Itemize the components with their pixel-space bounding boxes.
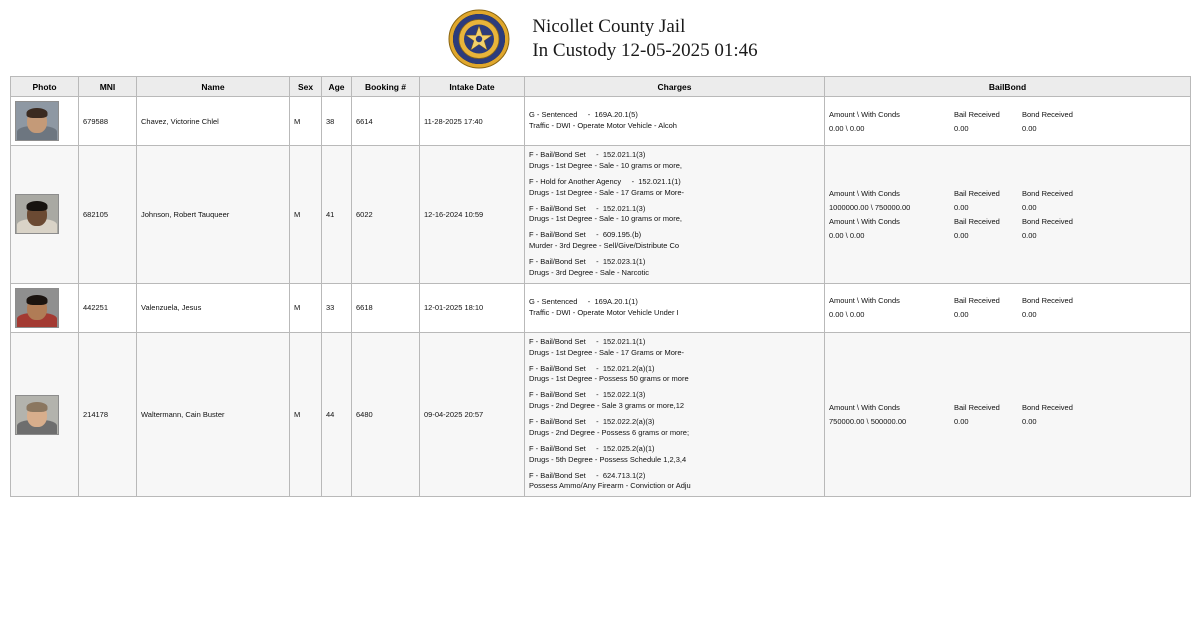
bond-received-value: 0.00 <box>1022 417 1037 426</box>
charge-status: Bail/Bond Set <box>540 230 586 240</box>
mugshot-image <box>15 395 59 435</box>
bail-received-value: 0.00 <box>954 417 969 426</box>
charge-entry <box>529 417 820 439</box>
charge-description: Traffic - DWI - Operate Motor Vehicle - Alcoh <box>529 121 677 130</box>
inmate-mni: 682105 <box>79 146 137 284</box>
charge-entry <box>529 257 820 279</box>
bond-received-label: Bond Received <box>1022 296 1073 306</box>
charge-statute: 152.021.1(1) <box>602 336 646 346</box>
inmate-name: Valenzuela, Jesus <box>137 283 290 332</box>
bail-received-label: Bail Received <box>954 296 1000 306</box>
charge-header-line: F - Bail/Bond Set - 609.195.(b) <box>529 230 642 240</box>
charge-description: Drugs - 1st Degree - Sale - 17 Grams or More- <box>529 187 685 197</box>
column-header-photo: Photo <box>11 77 79 97</box>
page-title: Nicollet County Jail <box>532 16 686 38</box>
bailbond-amount-label: Amount \ With Conds <box>829 403 900 412</box>
charge-description: Traffic - DWI - Operate Motor Vehicle Under I <box>529 307 679 317</box>
charge-statute: 152.022.1(3) <box>602 390 646 400</box>
inmate-intake-date: 12-16-2024 10:59 <box>420 146 525 284</box>
inmate-intake-date: 09-04-2025 20:57 <box>420 332 525 497</box>
inmate-charges-cell <box>525 332 825 497</box>
bailbond-amount-value: 0.00 \ 0.00 <box>829 230 865 240</box>
inmate-intake-date: 11-28-2025 17:40 <box>420 97 525 146</box>
inmate-age: 44 <box>322 332 352 497</box>
charge-status: Sentenced <box>541 296 578 306</box>
bail-received-value: 0.00 <box>954 310 969 320</box>
table-row <box>11 97 1191 146</box>
charge-description: Drugs - 5th Degree - Possess Schedule 1,2,3,4 <box>529 454 687 464</box>
charge-severity: F <box>529 470 534 480</box>
charge-header-line: G - Sentenced - 169A.20.1(5) <box>529 110 638 120</box>
table-row <box>11 146 1191 284</box>
charge-statute: 152.023.1(1) <box>602 257 646 266</box>
inmate-booking-number: 6614 <box>352 97 420 146</box>
bailbond-header <box>829 296 1186 305</box>
charge-entry <box>529 230 820 252</box>
charge-severity: F <box>529 150 534 159</box>
charge-status: Bail/Bond Set <box>540 150 586 159</box>
inmate-bailbond-cell <box>825 146 1191 284</box>
charge-header-line: F - Bail/Bond Set - 152.022.1(3) <box>529 390 646 400</box>
charge-severity: F <box>529 417 534 426</box>
inmate-photo-cell <box>11 332 79 497</box>
charge-description: Drugs - 1st Degree - Sale - 17 Grams or More- <box>529 347 685 357</box>
charge-description: Murder - 3rd Degree - Sell/Give/Distribute Co <box>529 241 680 251</box>
charge-description: Drugs - 1st Degree - Possess 50 grams or more <box>529 374 689 384</box>
bond-received-value: 0.00 <box>1022 202 1037 212</box>
bailbond-amount-value: 1000000.00 \ 750000.00 <box>829 202 911 212</box>
inmate-charges-cell <box>525 283 825 332</box>
column-header-mni: MNI <box>79 77 137 97</box>
column-header-sex: Sex <box>290 77 322 97</box>
charge-description: Drugs - 2nd Degree - Possess 6 grams or more; <box>529 427 690 437</box>
charge-description: Possess Ammo/Any Firearm - Conviction or Adju <box>529 481 691 491</box>
charge-header-line: F - Bail/Bond Set - 152.021.1(3) <box>529 203 646 213</box>
charge-status: Bail/Bond Set <box>540 390 586 400</box>
charge-entry <box>529 297 820 319</box>
column-header-charges: Charges <box>525 77 825 97</box>
bailbond-amount-label: Amount \ With Conds <box>829 188 900 198</box>
bond-received-label: Bond Received <box>1022 109 1073 119</box>
inmate-name: Johnson, Robert Tauqueer <box>137 146 290 284</box>
roster-table <box>10 76 1191 497</box>
inmate-bailbond-cell <box>825 283 1191 332</box>
inmate-name: Waltermann, Cain Buster <box>137 332 290 497</box>
bond-received-label: Bond Received <box>1022 188 1073 198</box>
bail-received-value: 0.00 <box>954 123 969 133</box>
inmate-age: 33 <box>322 283 352 332</box>
bailbond-values <box>829 203 1186 212</box>
inmate-mni: 679588 <box>79 97 137 146</box>
charge-severity: F <box>529 390 534 400</box>
charge-status: Bail/Bond Set <box>540 257 586 266</box>
inmate-sex: M <box>290 332 322 497</box>
charge-status: Hold for Another Agency <box>540 176 622 186</box>
charge-statute: 152.021.2(a)(1) <box>602 363 655 373</box>
roster-table-body <box>11 97 1191 497</box>
bail-received-value: 0.00 <box>954 230 969 240</box>
inmate-age: 41 <box>322 146 352 284</box>
charge-description: Drugs - 1st Degree - Sale - 10 grams or more, <box>529 214 682 224</box>
bailbond-values <box>829 417 1186 426</box>
charge-severity: F <box>529 203 534 213</box>
bailbond-amount-label: Amount \ With Conds <box>829 296 900 306</box>
inmate-sex: M <box>290 283 322 332</box>
mugshot-image <box>15 101 59 141</box>
charge-header-line: F - Bail/Bond Set - 152.025.2(a)(1) <box>529 443 655 453</box>
charge-severity: F <box>529 176 534 186</box>
bail-received-label: Bail Received <box>954 403 1000 412</box>
inmate-age: 38 <box>322 97 352 146</box>
charge-header-line: G - Sentenced - 169A.20.1(1) <box>529 296 638 306</box>
charge-statute: 169A.20.1(1) <box>594 296 638 306</box>
inmate-charges-cell <box>525 146 825 284</box>
charge-header-line: F - Bail/Bond Set - 152.021.1(1) <box>529 336 646 346</box>
inmate-photo-cell <box>11 146 79 284</box>
bailbond-amount-value: 0.00 \ 0.00 <box>829 123 865 133</box>
inmate-sex: M <box>290 97 322 146</box>
inmate-intake-date: 12-01-2025 18:10 <box>420 283 525 332</box>
bond-received-value: 0.00 <box>1022 230 1037 240</box>
mugshot-image <box>15 194 59 234</box>
bailbond-amount-label: Amount \ With Conds <box>829 109 900 119</box>
sheriff-badge-icon <box>442 8 516 70</box>
charge-statute: 152.025.2(a)(1) <box>602 443 655 453</box>
charge-statute: 152.022.2(a)(3) <box>602 417 655 426</box>
charge-severity: G <box>529 296 535 306</box>
bailbond-amount-value: 0.00 \ 0.00 <box>829 310 865 320</box>
charge-severity: F <box>529 443 534 453</box>
charge-header-line: F - Bail/Bond Set - 152.021.1(3) <box>529 150 646 159</box>
charge-statute: 624.713.1(2) <box>602 470 646 480</box>
bailbond-header <box>829 403 1186 412</box>
bail-received-label: Bail Received <box>954 109 1000 119</box>
charge-entry <box>529 150 820 172</box>
bond-received-label: Bond Received <box>1022 216 1073 226</box>
inmate-photo-cell <box>11 283 79 332</box>
charge-severity: F <box>529 336 534 346</box>
charge-header-line: F - Bail/Bond Set - 152.021.2(a)(1) <box>529 363 655 373</box>
charge-severity: F <box>529 363 534 373</box>
bond-received-value: 0.00 <box>1022 123 1037 133</box>
charge-statute: 609.195.(b) <box>602 230 642 240</box>
bail-received-label: Bail Received <box>954 188 1000 198</box>
charge-entry <box>529 471 820 493</box>
column-header-intake: Intake Date <box>420 77 525 97</box>
charge-status: Bail/Bond Set <box>540 417 586 426</box>
charge-statute: 152.021.1(1) <box>638 176 681 186</box>
inmate-bailbond-cell <box>825 97 1191 146</box>
charge-severity: F <box>529 230 534 240</box>
roster-table-wrap <box>0 76 1200 497</box>
bond-received-label: Bond Received <box>1022 403 1073 412</box>
column-header-name: Name <box>137 77 290 97</box>
charge-status: Bail/Bond Set <box>540 443 586 453</box>
charge-status: Bail/Bond Set <box>540 336 586 346</box>
charge-description: Drugs - 3rd Degree - Sale - Narcotic <box>529 267 650 277</box>
charge-status: Bail/Bond Set <box>540 203 586 213</box>
inmate-booking-number: 6480 <box>352 332 420 497</box>
charge-status: Sentenced <box>541 110 578 120</box>
table-row <box>11 332 1191 497</box>
bailbond-values <box>829 124 1186 133</box>
charge-entry <box>529 110 820 132</box>
charge-header-line: F - Bail/Bond Set - 624.713.1(2) <box>529 470 646 480</box>
charge-description: Drugs - 2nd Degree - Sale 3 grams or more,12 <box>529 401 685 411</box>
page-subtitle: In Custody 12-05-2025 01:46 <box>532 40 758 61</box>
charge-status: Bail/Bond Set <box>540 363 586 373</box>
charge-entry <box>529 390 820 412</box>
table-header-row <box>11 77 1191 97</box>
inmate-booking-number: 6022 <box>352 146 420 284</box>
charge-description: Drugs - 1st Degree - Sale - 10 grams or more, <box>529 160 682 170</box>
bailbond-amount-label: Amount \ With Conds <box>829 216 900 226</box>
charge-header-line: F - Bail/Bond Set - 152.022.2(a)(3) <box>529 417 655 426</box>
charge-header-line: F - Hold for Another Agency - 152.021.1(1) <box>529 176 681 186</box>
charge-severity: G <box>529 110 535 120</box>
inmate-mni: 214178 <box>79 332 137 497</box>
charge-status: Bail/Bond Set <box>540 470 586 480</box>
charge-severity: F <box>529 257 534 266</box>
inmate-bailbond-cell <box>825 332 1191 497</box>
charge-entry <box>529 337 820 359</box>
bailbond-header <box>829 189 1186 198</box>
charge-header-line: F - Bail/Bond Set - 152.023.1(1) <box>529 257 646 266</box>
inmate-photo-cell <box>11 97 79 146</box>
inmate-name: Chavez, Victorine Chlel <box>137 97 290 146</box>
charge-entry <box>529 177 820 199</box>
bail-received-value: 0.00 <box>954 202 969 212</box>
bailbond-header <box>829 217 1186 226</box>
bailbond-header <box>829 110 1186 119</box>
title-block <box>532 15 757 63</box>
charge-statute: 152.021.1(3) <box>602 203 646 213</box>
bail-received-label: Bail Received <box>954 216 1000 226</box>
page-header <box>0 0 1200 76</box>
bailbond-values <box>829 231 1186 240</box>
inmate-booking-number: 6618 <box>352 283 420 332</box>
inmate-mni: 442251 <box>79 283 137 332</box>
bond-received-value: 0.00 <box>1022 310 1037 320</box>
table-row <box>11 283 1191 332</box>
column-header-booking: Booking # <box>352 77 420 97</box>
inmate-charges-cell <box>525 97 825 146</box>
column-header-bailbond: BailBond <box>825 77 1191 97</box>
charge-statute: 169A.20.1(5) <box>594 110 638 120</box>
inmate-sex: M <box>290 146 322 284</box>
charge-statute: 152.021.1(3) <box>602 150 646 159</box>
bailbond-values <box>829 310 1186 319</box>
bailbond-amount-value: 750000.00 \ 500000.00 <box>829 417 907 426</box>
column-header-age: Age <box>322 77 352 97</box>
charge-entry <box>529 444 820 466</box>
charge-entry <box>529 364 820 386</box>
mugshot-image <box>15 288 59 328</box>
charge-entry <box>529 204 820 226</box>
